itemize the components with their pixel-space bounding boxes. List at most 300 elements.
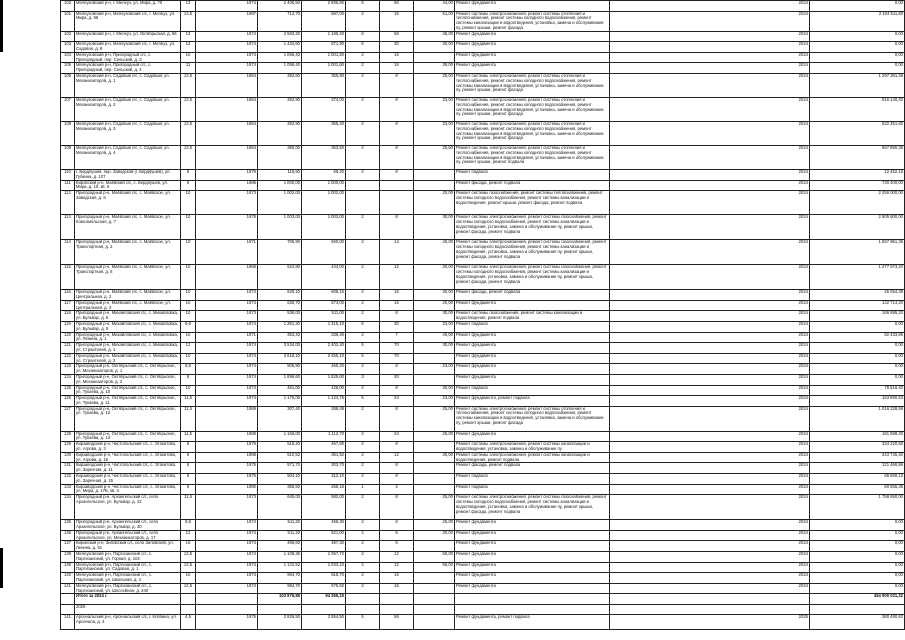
cell-floors: 10 [181, 215, 196, 240]
cell-area-total: 353,40 [258, 332, 302, 343]
cell-apartments: 8 [380, 474, 414, 485]
cell-works: Ремонт подвала [455, 484, 610, 495]
cell-number: 125 [61, 385, 75, 396]
cell-year-built: 1975 [196, 463, 258, 474]
cell-area-living: 365,40 [302, 121, 346, 145]
table-row [61, 169, 905, 180]
cell-entrances: 2 [346, 265, 380, 290]
cell-year: 2024 [610, 484, 810, 495]
cell-residents [414, 573, 455, 584]
cell-residents: 30,00 [414, 42, 455, 53]
cell-area-living: 1 315,10 [302, 321, 346, 332]
cell-apartments: 56 [380, 31, 414, 42]
cell-area-total: 515,20 [258, 442, 302, 453]
cell-number: 141 [61, 583, 75, 594]
cell-cost: 78 516,40 [810, 385, 905, 396]
cell-entrances: 6 [346, 31, 380, 42]
cell-floors: 12 [181, 343, 196, 354]
cell-number [61, 594, 75, 605]
cell-floors: 13 [181, 42, 196, 53]
cell-cost: 0,00 [810, 583, 905, 594]
cell-apartments [380, 191, 414, 215]
cell-year: 2024 [610, 97, 810, 121]
cell-works: Ремонт системы электроснабжения, ремонт системы канализации и водоотведения, установка, замена и обслуживание пу [455, 442, 610, 453]
cell-number: 111 [61, 180, 75, 191]
cell-floors [181, 604, 196, 615]
cell-residents: 40,00 [414, 240, 455, 265]
cell-apartments: 12 [380, 552, 414, 563]
cell-apartments: 8 [380, 121, 414, 145]
cell-address: Пригородный р-н, Михайловский с/с, с. Михайловка, ул. Строителей, д. 1 [75, 343, 181, 354]
cell-number: 107 [61, 97, 75, 121]
cell-area-total: 116,50 [258, 169, 302, 180]
table-body [61, 1, 905, 630]
cell-address: Пригородный р-н, Михайловский с/с, с. Михайловка, ул. Бульвар, д. 8 [75, 321, 181, 332]
cell-apartments: 16 [380, 52, 414, 63]
cell-area-total: 571,70 [258, 463, 302, 474]
cell-address: Пригородный р-н, Маёвский с/с, с. Маёвское, ул. Центральная, д. 2 [75, 290, 181, 301]
cell-works: Ремонт фундамента, ремонт подвала [455, 615, 610, 630]
cell-cost: 181 599,40 [810, 431, 905, 442]
cell-year-built: 1964 [196, 97, 258, 121]
cell-apartments: 8 [380, 145, 414, 169]
cell-address: Кировский р-н, Зиловский с/с, село Зиловский, ул. Ленина, д. 51 [75, 541, 181, 552]
cell-floors: 10 [181, 290, 196, 301]
cell-floors: 9,5 [181, 321, 196, 332]
cell-entrances: 2 [346, 121, 380, 145]
cell-works: Ремонт системы электроснабжения, ремонт системы газоснабжения, ремонт системы холодного водоснабжения, ремонт системы канализации и водоотведения, установка, замена и обслуживание пу, ремонт крыши, ремонт фасада, ремонт подвала [455, 265, 610, 290]
cell-area-total: 1 108,36 [258, 552, 302, 563]
cell-year: 2024 [610, 374, 810, 385]
cell-area-total: 1 056,40 [258, 63, 302, 74]
cell-year-built: 1968 [196, 265, 258, 290]
cell-year: 2024 [610, 73, 810, 97]
cell-number: 104 [61, 52, 75, 63]
cell-number: 133 [61, 484, 75, 495]
cell-area-living: 66,20 [302, 169, 346, 180]
table-row [61, 463, 905, 474]
cell-number: 108 [61, 121, 75, 145]
cell-apartments [380, 604, 414, 615]
cell-area-living: 521,00 [302, 530, 346, 541]
cell-year: 2024 [610, 343, 810, 354]
cell-area-living [302, 604, 346, 615]
table-row [61, 180, 905, 191]
cell-address: 2025 [75, 604, 181, 615]
cell-year-built: 1974 [196, 562, 258, 573]
cell-cost: 454 900 031,32 [810, 594, 905, 605]
cell-address: Пригородный р-н, Михайловский с/с, с. Михайловка, ул. Ленина, д. 1 [75, 332, 181, 343]
cell-entrances: 2 [346, 474, 380, 485]
cell-residents [414, 353, 455, 364]
cell-cost: 0,00 [810, 520, 905, 531]
cell-area-living: 1 002,00 [302, 191, 346, 215]
cell-works: Ремонт системы газоснабжения, ремонт системы теплоснабжения, ремонт системы холодного водоснабжения, ремонт системы канализации и водоотведения, ремонт крыши, ремонт фасада, ремонт подвала [455, 191, 610, 215]
cell-apartments: 12 [380, 562, 414, 573]
cell-works: Ремонт фундамента [455, 520, 610, 531]
cell-year-built: 1974 [196, 364, 258, 375]
cell-year-built: 1964 [196, 145, 258, 169]
cell-floors: 12 [181, 530, 196, 541]
cell-cost: 166 985,20 [810, 311, 905, 322]
cell-area-total: 496,60 [258, 541, 302, 552]
cell-entrances: 2 [346, 311, 380, 322]
table-row [61, 474, 905, 485]
cell-entrances: 2 [346, 452, 380, 463]
cell-year: 2024 [610, 240, 810, 265]
cell-address: Кирзаводский р-н, Чистопольский с/с, с. Этахитово, ул. Агрова, д. 3 [75, 442, 181, 453]
table-row [61, 406, 905, 431]
table-row [61, 1, 905, 12]
cell-address: Мелеузовский р-н, Садовый с/с, с. Садовый, ул. Механизаторов, д. 4 [75, 145, 181, 169]
cell-cost: 82 433,85 [810, 332, 905, 343]
cell-number: 102 [61, 1, 75, 12]
cell-area-total: 1 391,30 [258, 321, 302, 332]
cell-cost: 916 140,40 [810, 97, 905, 121]
scan-edge-mark-top [0, 0, 3, 52]
cell-entrances: 2 [346, 530, 380, 541]
cell-year-built: 1987 [196, 11, 258, 31]
cell-area-living: 351,92 [302, 452, 346, 463]
cell-residents: 56,00 [414, 562, 455, 573]
cell-residents [414, 484, 455, 495]
cell-area-total: 645,00 [258, 495, 302, 520]
table-row [61, 191, 905, 215]
cell-number: 117 [61, 300, 75, 311]
cell-entrances: 2 [346, 63, 380, 74]
cell-address: Мелеузовский р-н, Садовый с/с, с. Садовый, ул. Механизаторов, д. 3 [75, 121, 181, 145]
cell-works: Ремонт фундамента [455, 42, 610, 53]
cell-year-built: 1973 [196, 311, 258, 322]
cell-area-total: 3 534,00 [258, 343, 302, 354]
cell-floors: 4,5 [181, 615, 196, 630]
cell-area-total [258, 604, 302, 615]
cell-year-built [196, 604, 258, 615]
cell-address: Пригородный р-н, Октябрьский с/с, с. Октябрьское, ул. Тукаева, д. 13 [75, 431, 181, 442]
cell-works: Ремонт системы электроснабжения, ремонт системы отопления и теплоснабжения, ремонт системы холодного водоснабжения, ремонт системы канализации и водоотведения, установка, замена и обслуживание пу, ремонт крыши, ремонт фасада [455, 406, 610, 431]
cell-residents: 30,00 [414, 265, 455, 290]
cell-year-built: 1964 [196, 121, 258, 145]
cell-apartments: 8 [380, 406, 414, 431]
table-row [61, 31, 905, 42]
cell-year: 2024 [610, 474, 810, 485]
cell-cost: 45 054,39 [810, 290, 905, 301]
cell-entrances: 5 [346, 396, 380, 407]
cell-works: Ремонт фундамента [455, 343, 610, 354]
cell-residents [414, 615, 455, 630]
cell-number: 131 [61, 463, 75, 474]
cell-floors: 13,5 [181, 552, 196, 563]
cell-entrances: 5 [346, 343, 380, 354]
cell-works: Ремонт системы электроснабжения, ремонт системы газоснабжения, ремонт системы холодного водоснабжения, ремонт системы канализации и водоотведения, установка, замена и обслуживание пу, ремонт крыши, ремонт фасада, ремонт подвала [455, 215, 610, 240]
cell-residents: 20,00 [414, 300, 455, 311]
cell-works: Ремонт фундамента, ремонт подвала [455, 396, 610, 407]
cell-number: 120 [61, 332, 75, 343]
cell-residents: 51,00 [414, 11, 455, 31]
cell-address: Пригородный р-н, Маёвский с/с, с. Маёвское, ул. Заводская, д. 5 [75, 191, 181, 215]
cell-area-living: 312,10 [302, 474, 346, 485]
cell-entrances: 2 [346, 332, 380, 343]
cell-area-living: 1 112,70 [302, 431, 346, 442]
table-row [61, 552, 905, 563]
table-row [61, 385, 905, 396]
table-row [61, 42, 905, 53]
cell-address: Пригородный р-н, Маёвский с/с, с. Маёвское, ул. Транспортная, д. 2 [75, 240, 181, 265]
cell-works: Ремонт фасада, ремонт подвала [455, 290, 610, 301]
cell-residents: 30,00 [414, 290, 455, 301]
cell-floors: 10 [181, 353, 196, 364]
cell-cost: 1 758 650,00 [810, 495, 905, 520]
cell-area-living: 574,00 [302, 300, 346, 311]
cell-number: 141 [61, 615, 75, 630]
cell-entrances: 2 [346, 145, 380, 169]
cell-residents: 23,00 [414, 396, 455, 407]
cell-cost: 0,00 [810, 573, 905, 584]
cell-apartments: 70 [380, 353, 414, 364]
cell-area-living: 2 402,40 [302, 343, 346, 354]
cell-apartments: 7 [380, 332, 414, 343]
cell-floors: 10 [181, 191, 196, 215]
cell-floors: 9,5 [181, 364, 196, 375]
cell-year: 2024 [610, 396, 810, 407]
cell-year: 2024 [610, 180, 810, 191]
cell-number: 139 [61, 562, 75, 573]
cell-residents: 25,00 [414, 495, 455, 520]
cell-works: Ремонт системы электроснабжения, ремонт системы отопления и теплоснабжения, ремонт системы холодного водоснабжения, ремонт системы канализации и водоотведения, установка, замена и обслуживание пу, ремонт крыши, ремонт подвала [455, 145, 610, 169]
cell-area-living: 687,00 [302, 11, 346, 31]
cell-year: 2024 [610, 321, 810, 332]
cell-area-living: 1 003,00 [302, 215, 346, 240]
cell-works: Ремонт фасада, ремонт подвала [455, 180, 610, 191]
cell-cost: 89 669,13 [810, 474, 905, 485]
table-row [61, 121, 905, 145]
cell-entrances: 6 [346, 321, 380, 332]
cell-cost: 0,00 [810, 321, 905, 332]
cell-year-built: 1975 [196, 474, 258, 485]
cell-year-built: 1974 [196, 321, 258, 332]
cell-floors: 11 [181, 63, 196, 74]
cell-cost: 0,00 [810, 364, 905, 375]
cell-year-built: 1974 [196, 343, 258, 354]
cell-number: 138 [61, 552, 75, 563]
cell-cost: 334 220,50 [810, 442, 905, 453]
cell-address: Пригородный р-н, Октябрьский с/с, с. Октябрьское, ул. Механизаторов, д. 2 [75, 374, 181, 385]
table-row [61, 573, 905, 584]
cell-area-living: 374,00 [302, 97, 346, 121]
table-row [61, 290, 905, 301]
cell-area-living: 915,70 [302, 573, 346, 584]
cell-area-living: 1 525,60 [302, 374, 346, 385]
cell-entrances: 3 [346, 374, 380, 385]
cell-area-living: 444,00 [302, 265, 346, 290]
cell-area-total: 1 000,00 [258, 180, 302, 191]
cell-works: Ремонт системы электроснабжения, ремонт системы отопления и теплоснабжения, ремонт системы холодного водоснабжения, ремонт системы канализации и водоотведения, установка, замена и обслуживание пу, ремонт крыши, ремонт фасада [455, 97, 610, 121]
cell-entrances: 2 [346, 169, 380, 180]
cell-year-built: 1979 [196, 442, 258, 453]
table-row [61, 442, 905, 453]
cell-floors: 13,5 [181, 11, 196, 31]
cell-year-built [196, 594, 258, 605]
cell-cost: 60 555,35 [810, 484, 905, 495]
cell-residents: 25,00 [414, 520, 455, 531]
table-row [61, 240, 905, 265]
cell-number: 126 [61, 396, 75, 407]
cell-year: 2024 [610, 265, 810, 290]
cell-address: Пригородный р-н, Маёвский с/с, с. Маёвское, ул. Центральная, д. 3 [75, 300, 181, 311]
cell-year: 2024 [610, 452, 810, 463]
cell-year: 2024 [610, 552, 810, 563]
cell-number: 127 [61, 406, 75, 431]
cell-address: Мелеузовский р-н, Партизанский с/с, с. Партизанский, ул. Горная, д. 104 [75, 552, 181, 563]
cell-residents: 44,00 [414, 1, 455, 12]
cell-residents [414, 463, 455, 474]
cell-number: 134 [61, 495, 75, 520]
cell-year-built: 1975 [196, 615, 258, 630]
cell-entrances: 2 [346, 520, 380, 531]
cell-year: 2024 [610, 562, 810, 573]
cell-cost: 343 745,40 [810, 452, 905, 463]
cell-year: 2024 [610, 191, 810, 215]
cell-works [455, 604, 610, 615]
cell-entrances: 2 [346, 541, 380, 552]
cell-floors: 11,5 [181, 495, 196, 520]
table-row [61, 145, 905, 169]
cell-works: Ремонт фундамента [455, 52, 610, 63]
cell-address: Мелеузовский р-н, г. Мелеуз, ул. Октябрьская, д. 66 [75, 31, 181, 42]
cell-year: 2024 [610, 311, 810, 322]
cell-year: 2024 [610, 406, 810, 431]
cell-residents: 25,00 [414, 431, 455, 442]
cell-area-total: 380,00 [258, 145, 302, 169]
cell-floors: 11,5 [181, 396, 196, 407]
cell-apartments: 12 [380, 452, 414, 463]
table-row [61, 265, 905, 290]
cell-address: Кирзаводский р-н, Чистопольский с/с, с. Этахитово, ул. Заречная, д. 15 [75, 474, 181, 485]
cell-residents: 23,00 [414, 364, 455, 375]
cell-cost: 0,00 [810, 63, 905, 74]
cell-area-living: 605,15 [302, 290, 346, 301]
table-row [61, 604, 905, 615]
cell-works: Ремонт подвала [455, 321, 610, 332]
cell-apartments [380, 180, 414, 191]
cell-address: Пригородный р-н, Маёвский с/с, с. Маёвское, ул. Комсомольская, д. 7 [75, 215, 181, 240]
table-row [61, 530, 905, 541]
cell-entrances: 2 [346, 52, 380, 63]
cell-floors: 11,5 [181, 406, 196, 431]
cell-area-total: 504,10 [258, 474, 302, 485]
cell-floors: 10 [181, 240, 196, 265]
scan-edge-mark-bottom [0, 548, 3, 588]
cell-residents [414, 583, 455, 594]
cell-year-built: 1974 [196, 52, 258, 63]
cell-cost: 121 466,86 [810, 463, 905, 474]
cell-area-living: 1 001,60 [302, 52, 346, 63]
cell-year-built: 1988 [196, 452, 258, 463]
cell-cost: 1 277 973,20 [810, 265, 905, 290]
cell-works: Ремонт фундамента [455, 63, 610, 74]
cell-cost: 153 890,63 [810, 396, 905, 407]
cell-year: 2024 [610, 442, 810, 453]
cell-works: Ремонт фундамента [455, 552, 610, 563]
cell-apartments: 16 [380, 290, 414, 301]
cell-number: 112 [61, 191, 75, 215]
cell-entrances: 2 [346, 583, 380, 594]
cell-area-living: 1 185,40 [302, 31, 346, 42]
cell-cost: 667 990,36 [810, 145, 905, 169]
cell-apartments: 8 [380, 311, 414, 322]
cell-year-built: 1978 [196, 215, 258, 240]
cell-number: 136 [61, 530, 75, 541]
cell-area-total: 511,20 [258, 530, 302, 541]
cell-area-total: 705,90 [258, 240, 302, 265]
cell-apartments: 8 [380, 495, 414, 520]
cell-address: Арсенальский р-н, Арсенальский с/с, г. Кляпино, ул. Арсенала, д. 3 [75, 615, 181, 630]
table-row [61, 583, 905, 594]
cell-area-total: 382,60 [258, 73, 302, 97]
cell-year-built: 1974 [196, 374, 258, 385]
cell-year: 2024 [610, 353, 810, 364]
cell-year: 2024 [610, 541, 810, 552]
cell-year-built: 1974 [196, 541, 258, 552]
cell-area-total: 2 826,50 [258, 615, 302, 630]
cell-area-living: 660,00 [302, 240, 346, 265]
cell-address: Пригородный р-н, Архангельский с/с, село Архангельское, ул. Бульвар, д. 30 [75, 520, 181, 531]
cell-residents [414, 594, 455, 605]
cell-number: 115 [61, 265, 75, 290]
cell-residents [414, 169, 455, 180]
cell-works: Ремонт фундамента [455, 300, 610, 311]
cell-floors: 8 [181, 374, 196, 385]
cell-number: 123 [61, 364, 75, 375]
cell-works: Ремонт фундамента [455, 1, 610, 12]
cell-year-built: 1980 [196, 484, 258, 495]
cell-number: 130 [61, 452, 75, 463]
cell-cost: 0,00 [810, 353, 905, 364]
cell-number: 140 [61, 573, 75, 584]
cell-works: Ремонт системы электроснабжения, ремонт системы отопления и теплоснабжения, ремонт системы холодного водоснабжения, ремонт системы канализации и водоотведения, установка, замена и обслуживание пу, ремонт крыши, ремонт фасада [455, 121, 610, 145]
cell-year-built: 1973 [196, 191, 258, 215]
cell-area-living: 288,48 [302, 406, 346, 431]
table-row [61, 97, 905, 121]
table-row [61, 562, 905, 573]
cell-year: 2024 [610, 463, 810, 474]
cell-area-living: 355,90 [302, 73, 346, 97]
cell-entrances: 4 [346, 11, 380, 31]
cell-works: Ремонт фундамента [455, 31, 610, 42]
cell-residents: 30,00 [414, 343, 455, 354]
cell-area-living: 2 554,50 [302, 615, 346, 630]
cell-cost: 2 805 600,00 [810, 215, 905, 240]
cell-residents [414, 604, 455, 615]
cell-number [61, 604, 75, 615]
cell-number: 110 [61, 169, 75, 180]
cell-apartments: 70 [380, 343, 414, 354]
cell-number: 132 [61, 474, 75, 485]
cell-cost: 1 016 228,59 [810, 406, 905, 431]
cell-apartments: 24 [380, 396, 414, 407]
cell-apartments: 60 [380, 1, 414, 12]
table-row [61, 520, 905, 531]
cell-address: Кирзаводский р-н, Чистопольский с/с, с. Этахитово, ул. Заречная, д. 11 [75, 463, 181, 474]
cell-area-living: 303,70 [302, 463, 346, 474]
cell-floors: 10 [181, 311, 196, 322]
cell-year [610, 604, 810, 615]
cell-address: Кирзаводский р-н, Чистопольский с/с, с. Этахитово, ул. Агрова, д. 15 [75, 452, 181, 463]
cell-floors: 15 [181, 541, 196, 552]
cell-year-built: 1971 [196, 240, 258, 265]
cell-year: 2024 [610, 42, 810, 53]
cell-year-built: 1964 [196, 73, 258, 97]
